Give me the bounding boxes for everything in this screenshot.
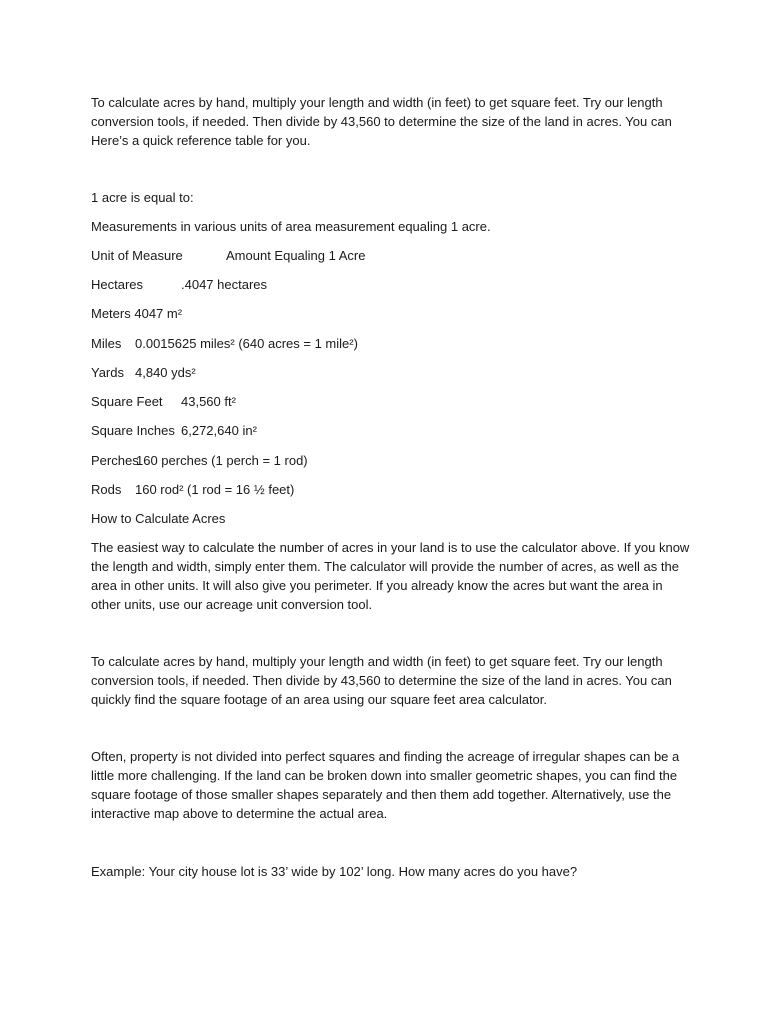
irregular-paragraph bbox=[91, 747, 681, 823]
text-line: To calculate acres by hand, multiply your length and width (in feet) to get square feet. Try our length bbox=[91, 654, 663, 669]
text-line: little more challenging. If the land can be broken down into smaller geometric shapes, you can find the bbox=[91, 768, 678, 783]
row-unit: Miles bbox=[91, 336, 122, 351]
text-line: conversion tools, if needed. Then divide by 43,560 to determine the size of the land in acres. You can bbox=[91, 673, 672, 688]
text-line: conversion tools, if needed. Then divide by 43,560 to determine the size of the land in acres. You can bbox=[91, 114, 672, 129]
intro-paragraph bbox=[91, 93, 681, 150]
row-amount: 43,560 ft² bbox=[181, 394, 236, 409]
row-unit: Meters bbox=[91, 306, 131, 321]
header-unit: Unit of Measure bbox=[91, 248, 183, 263]
row-amount: 6,272,640 in² bbox=[181, 423, 257, 438]
text-line: Often, property is not divided into perfect squares and finding the acreage of irregular shapes can be a bbox=[91, 749, 680, 764]
by-hand-paragraph bbox=[91, 652, 681, 709]
row-amount: 4,840 yds² bbox=[135, 365, 196, 380]
table-row bbox=[91, 451, 681, 470]
row-amount: 160 rod² (1 rod = 16 ½ feet) bbox=[135, 482, 295, 497]
text-line: To calculate acres by hand, multiply your length and width (in feet) to get square feet. Try our length bbox=[91, 95, 663, 110]
table-row bbox=[91, 334, 681, 353]
row-unit: Square Feet bbox=[91, 394, 163, 409]
text-line: other units, use our acreage unit conversion tool. bbox=[91, 597, 373, 612]
table-header bbox=[91, 246, 681, 265]
table-row bbox=[91, 304, 681, 323]
example-text: Example: Your city house lot is 33’ wide by 102’ long. How many acres do you have? bbox=[91, 864, 578, 879]
row-amount: 160 perches (1 perch = 1 rod) bbox=[136, 453, 308, 468]
text-line: interactive map above to determine the actual area. bbox=[91, 806, 388, 821]
header-amount: Amount Equaling 1 Acre bbox=[226, 248, 366, 263]
table-row bbox=[91, 392, 681, 411]
table-row bbox=[91, 363, 681, 382]
text-line: square footage of those smaller shapes separately and then them add together. Alternatively, use the bbox=[91, 787, 672, 802]
row-unit: Square Inches bbox=[91, 423, 175, 438]
row-amount: .4047 hectares bbox=[181, 277, 268, 292]
measurements-caption: Measurements in various units of area measurement equaling 1 acre. bbox=[91, 219, 491, 234]
acre-equal-heading: 1 acre is equal to: bbox=[91, 190, 194, 205]
table-row bbox=[91, 275, 681, 294]
easiest-paragraph bbox=[91, 538, 690, 614]
row-amount: 4047 m² bbox=[134, 306, 183, 321]
table-row bbox=[91, 480, 681, 499]
row-unit: Hectares bbox=[91, 277, 144, 292]
row-amount: 0.0015625 miles² (640 acres = 1 mile²) bbox=[135, 336, 358, 351]
table-row bbox=[91, 421, 681, 440]
text-line: The easiest way to calculate the number of acres in your land is to use the calculator above. If you know bbox=[91, 540, 690, 555]
text-line: area in other units. It will also give you perimeter. If you already know the acres but want the area in bbox=[91, 578, 663, 593]
text-line: the length and width, simply enter them. The calculator will provide the number of acres, as well as the bbox=[91, 559, 679, 574]
text-line: Here’s a quick reference table for you. bbox=[91, 133, 311, 148]
row-unit: Perches bbox=[91, 453, 139, 468]
how-to-heading: How to Calculate Acres bbox=[91, 511, 226, 526]
row-unit: Yards bbox=[91, 365, 124, 380]
text-line: quickly find the square footage of an area using our square feet area calculator. bbox=[91, 692, 548, 707]
row-unit: Rods bbox=[91, 482, 122, 497]
